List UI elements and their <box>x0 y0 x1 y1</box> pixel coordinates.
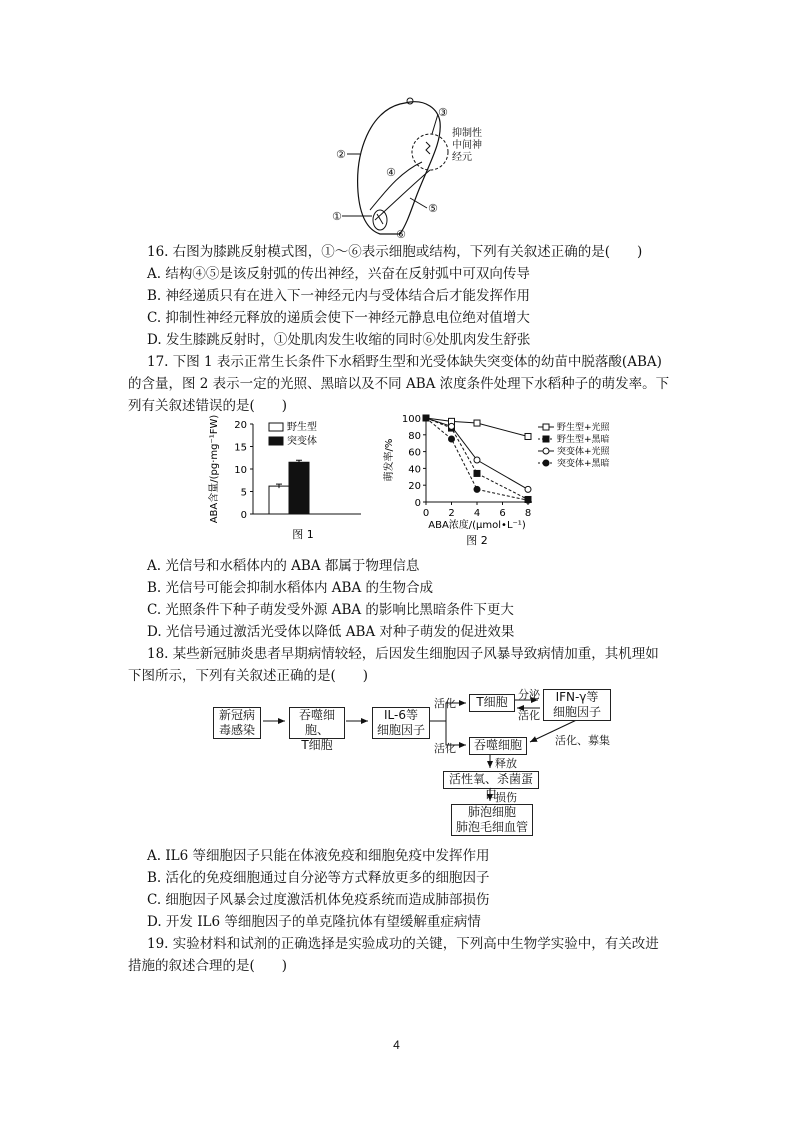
x-axis-label: ABA浓度/(μmol•L⁻¹) <box>428 520 526 531</box>
label-damage: 损伤 <box>495 791 517 804</box>
legend-marker <box>543 436 549 442</box>
y-axis-label: 萌发率/% <box>384 438 395 482</box>
q18-option-a: A. IL6 等细胞因子只能在体液免疫和细胞免疫中发挥作用 <box>147 848 490 864</box>
y-tick-label: 100 <box>401 414 421 425</box>
label-recruit: 活化、募集 <box>555 734 610 747</box>
legend-swatch <box>269 437 283 445</box>
label-2: ② <box>336 148 346 161</box>
legend-label: 野生型 <box>287 422 317 433</box>
q17-option-a: A. 光信号和水稻体内的 ABA 都属于物理信息 <box>147 558 420 574</box>
data-point <box>474 457 480 463</box>
y-tick-label: 80 <box>408 430 421 442</box>
legend-label: 突变体+黑暗 <box>557 459 610 469</box>
y-tick-label: 10 <box>234 465 247 476</box>
y-tick-label: 40 <box>408 464 421 476</box>
q17-option-d: D. 光信号通过激活光受体以降低 ABA 对种子萌发的促进效果 <box>147 624 515 640</box>
q16-stem: 16. 右图为膝跳反射模式图，①～⑥表示细胞或结构，下列有关叙述正确的是( ) <box>147 244 643 260</box>
x-tick-label: 8 <box>524 508 532 519</box>
q17-stem-line1: 17. 下图 1 表示正常生长条件下水稻野生型和光受体缺失突变体的幼苗中脱落酸(ABA) <box>147 354 662 370</box>
bar-mutant <box>289 462 309 514</box>
y-tick-label: 5 <box>240 487 247 499</box>
data-point <box>449 436 455 442</box>
legend-label: 野生型+光照 <box>557 423 610 433</box>
box-phagocyte: 吞噬细胞 <box>469 737 527 755</box>
page-number: 4 <box>393 1038 400 1052</box>
label-5: ⑤ <box>428 202 438 215</box>
label-activate-3: 活化 <box>518 709 540 722</box>
y-tick-label: 60 <box>408 447 421 459</box>
series-line-2 <box>426 418 528 489</box>
q18-option-b: B. 活化的免疫细胞通过自分泌等方式释放更多的细胞因子 <box>147 870 490 886</box>
q19-stem-line1: 19. 实验材料和试剂的正确选择是实验成功的关键，下列高中生物学实验中，有关改进 <box>147 936 659 952</box>
q19-stem-line2: 措施的叙述合理的是( ) <box>128 958 288 974</box>
legend-label: 野生型+黑暗 <box>557 435 610 445</box>
x-tick-label: 6 <box>499 508 506 519</box>
inter-label-2: 中间神 <box>452 140 482 151</box>
legend-marker <box>543 424 549 430</box>
chart-2-germination-rate <box>380 410 630 556</box>
box-lung: 肺泡细胞 肺泡毛细血管 <box>451 804 533 836</box>
label-activate-2: 活化 <box>434 742 456 755</box>
inter-label-3: 经元 <box>452 152 472 163</box>
q17-stem-line3: 列有关叙述错误的是( ) <box>128 398 288 414</box>
x-tick-label: 4 <box>473 508 481 519</box>
inter-label-1: 抑制性 <box>452 128 482 139</box>
chart-1-title: 图 1 <box>292 528 314 541</box>
q18-stem-line2: 下图所示，下列有关叙述正确的是( ) <box>128 668 369 684</box>
box-tcell: T细胞 <box>469 694 515 712</box>
q17-stem-line2: 的含量，图 2 表示一定的光照、黑暗以及不同 ABA 浓度条件处理下水稻种子的萌发率。下 <box>128 376 670 392</box>
data-point <box>449 423 455 429</box>
label-1: ① <box>332 210 342 223</box>
flow-arrows <box>0 680 793 850</box>
legend-marker <box>543 460 549 466</box>
label-secrete: 分泌 <box>518 688 540 701</box>
legend-label: 突变体 <box>287 436 317 447</box>
data-point <box>525 497 531 503</box>
q16-option-a: A. 结构④⑤是该反射弧的传出神经，兴奋在反射弧中可双向传导 <box>147 266 530 282</box>
legend-label: 突变体+光照 <box>557 447 610 457</box>
x-tick-label: 0 <box>422 508 430 519</box>
y-axis-label: ABA含量/(pg·mg⁻¹FW) <box>209 414 220 524</box>
legend-marker <box>543 448 549 454</box>
bar-wildtype <box>269 486 289 514</box>
x-tick-label: 2 <box>448 508 455 519</box>
y-tick-label: 0 <box>240 510 247 521</box>
data-point <box>423 415 429 421</box>
y-tick-label: 0 <box>414 498 421 509</box>
box-virus-infection: 新冠病 毒感染 <box>213 707 261 739</box>
y-tick-label: 15 <box>234 442 247 454</box>
q17-option-b: B. 光信号可能会抑制水稻体内 ABA 的生物合成 <box>147 580 434 596</box>
label-6: ⑥ <box>396 228 406 241</box>
box-il6: IL-6等 细胞因子 <box>372 707 430 739</box>
q18-option-d: D. 开发 IL6 等细胞因子的单克隆抗体有望缓解重症病情 <box>147 914 481 930</box>
q16-option-b: B. 神经递质只有在进入下一神经元内与受体结合后才能发挥作用 <box>147 288 531 304</box>
label-4: ④ <box>386 166 396 179</box>
q16-option-d: D. 发生膝跳反射时，①处肌肉发生收缩的同时⑥处肌肉发生舒张 <box>147 332 531 348</box>
legend-swatch <box>269 423 283 431</box>
chart-1-aba-content <box>205 414 375 554</box>
q16-option-c: C. 抑制性神经元释放的递质会使下一神经元静息电位绝对值增大 <box>147 310 530 326</box>
knee-reflex-diagram <box>330 92 500 242</box>
q17-option-c: C. 光照条件下种子萌发受外源 ABA 的影响比黑暗条件下更大 <box>147 602 514 618</box>
box-ifn: IFN-γ等 细胞因子 <box>543 689 611 721</box>
q18-option-c: C. 细胞因子风暴会过度激活机体免疫系统而造成肺部损伤 <box>147 892 490 908</box>
data-point <box>474 420 480 426</box>
label-release: 释放 <box>495 757 517 770</box>
data-point <box>525 433 531 439</box>
y-tick-label: 20 <box>408 481 421 493</box>
box-phagocyte-tcell: 吞噬细胞、 T细胞 <box>289 707 345 739</box>
data-point <box>474 470 480 476</box>
label-3: ③ <box>438 106 448 119</box>
y-tick-label: 20 <box>234 420 247 431</box>
data-point <box>525 486 531 492</box>
chart-2-title: 图 2 <box>466 534 488 547</box>
label-activate-1: 活化 <box>434 697 456 710</box>
box-ros: 活性氧、杀菌蛋白 <box>443 771 539 789</box>
data-point <box>474 486 480 492</box>
q18-stem-line1: 18. 某些新冠肺炎患者早期病情较轻，后因发生细胞因子风暴导致病情加重，其机理如 <box>147 646 659 662</box>
